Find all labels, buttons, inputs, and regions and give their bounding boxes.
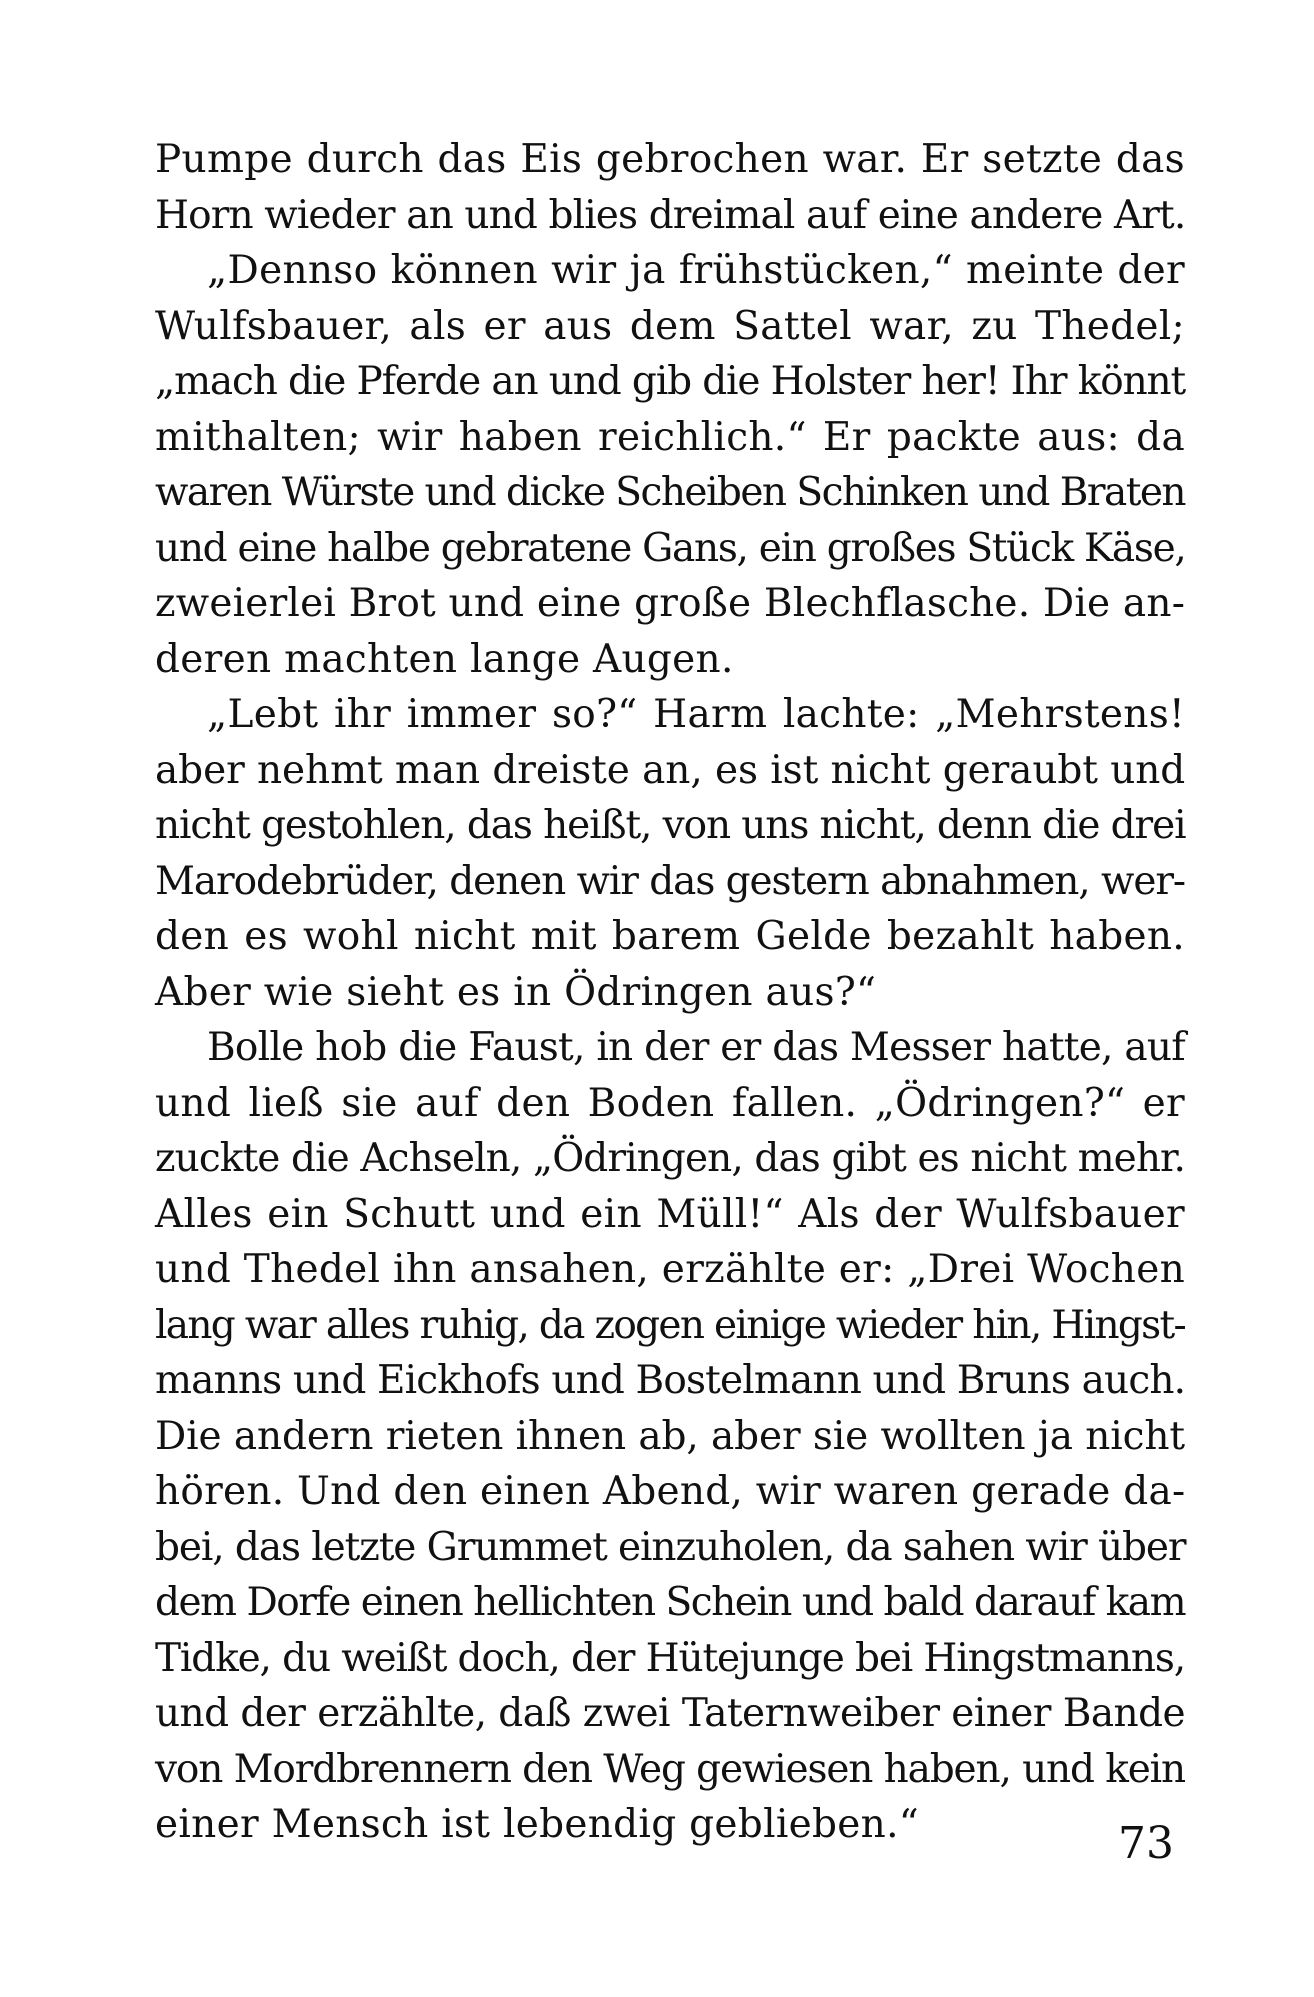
body-text: [155, 132, 1185, 1853]
text-line: und ließ sie auf den Boden fallen. „Ödringen?“ er: [155, 1080, 1185, 1126]
text-line: „Dennso können wir ja frühstücken,“ meinte der: [207, 248, 1185, 293]
text-line: manns und Eickhofs und Bostelmann und Bruns auch.: [155, 1358, 1186, 1403]
text-line: nicht gestohlen, das heißt, von uns nicht, denn die drei: [155, 803, 1186, 848]
text-line: den es wohl nicht mit barem Gelde bezahlt haben.: [155, 914, 1185, 959]
text-line: und Thedel ihn ansahen, erzählte er: „Drei Wochen: [155, 1247, 1185, 1292]
text-line: Pumpe durch das Eis gebrochen war. Er setzte das: [155, 137, 1185, 182]
text-line: hören. Und den einen Abend, wir waren gerade da-: [155, 1469, 1186, 1514]
text-line: aber nehmt man dreiste an, es ist nicht geraubt und: [155, 747, 1186, 793]
text-line: bei, das letzte Grummet einzuholen, da sahen wir über: [155, 1524, 1186, 1570]
text-line: zweierlei Brot und eine große Blechflasche. Die an-: [155, 581, 1186, 626]
text-line: Alles ein Schutt und ein Müll!“ Als der Wulfsbauer: [155, 1191, 1185, 1237]
text-line: mithalten; wir haben reichlich.“ Er packte aus: da: [155, 414, 1185, 460]
text-line: Horn wieder an und blies dreimal auf eine andere Art.: [155, 192, 1186, 238]
text-line: zuckte die Achseln, „Ödringen, das gibt es nicht mehr.: [155, 1136, 1185, 1181]
text-line: von Mordbrennern den Weg gewiesen haben, und kein: [155, 1746, 1185, 1792]
text-line: Wulfsbauer, als er aus dem Sattel war, zu Thedel;: [155, 303, 1185, 349]
text-line: und eine halbe gebratene Gans, ein großes Stück Käse,: [155, 525, 1186, 571]
text-line: Tidke, du weißt doch, der Hütejunge bei Hingstmanns,: [155, 1635, 1186, 1681]
text-line: und der erzählte, daß zwei Taternweiber einer Bande: [155, 1691, 1185, 1736]
text-line: „Lebt ihr immer so?“ Harm lachte: „Mehrstens!: [207, 692, 1185, 737]
text-line: Bolle hob die Faust, in der er das Messer hatte, auf: [207, 1025, 1185, 1070]
text-line: dem Dorfe einen hellichten Schein und bald darauf kam: [155, 1580, 1186, 1625]
text-line: waren Würste und dicke Scheiben Schinken und Braten: [155, 470, 1185, 515]
text-line: Die andern rieten ihnen ab, aber sie wollten ja nicht: [155, 1413, 1185, 1459]
text-line: „mach die Pferde an und gib die Holster her! Ihr könnt: [155, 359, 1186, 404]
text-line: lang war alles ruhig, da zogen einige wieder hin, Hingst-: [155, 1302, 1185, 1348]
text-line: einer Mensch ist lebendig geblieben.“: [155, 1802, 920, 1847]
text-line: Marodebrüder, denen wir das gestern abnahmen, wer-: [155, 858, 1185, 904]
page-number: 73: [1118, 1818, 1174, 1869]
text-line: deren machten lange Augen.: [155, 636, 734, 682]
text-line: Aber wie sieht es in Ödringen aus?“: [155, 969, 877, 1015]
